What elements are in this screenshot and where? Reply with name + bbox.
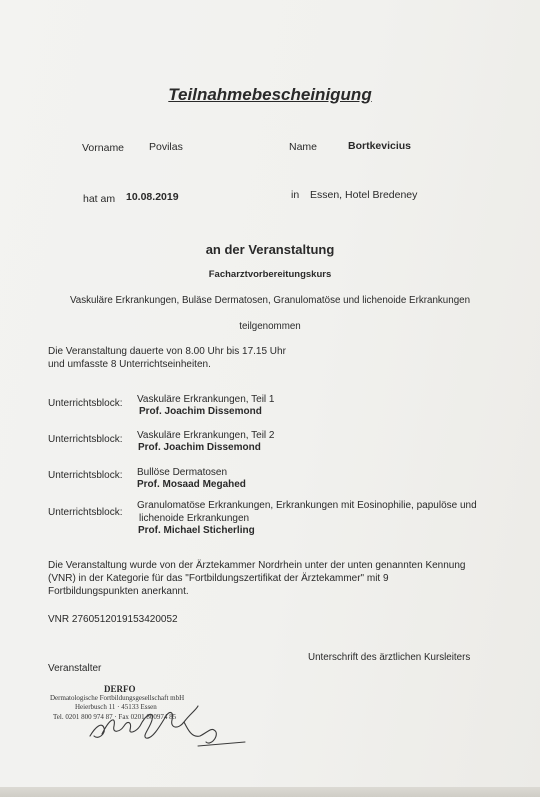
course-topics: Vaskuläre Erkrankungen, Buläse Dermatosen, Granulomatöse und lichenoide Erkrankungen bbox=[69, 295, 471, 306]
block-speaker: Prof. Michael Sticherling bbox=[138, 525, 255, 536]
block-topic: Bullöse Dermatosen bbox=[137, 467, 228, 478]
course-title: Facharztvorbereitungskurs bbox=[208, 269, 332, 280]
block-label: Unterrichtsblock: bbox=[48, 470, 123, 481]
vorname-value: Povilas bbox=[149, 141, 183, 153]
date-label: hat am bbox=[83, 193, 116, 205]
name-value: Bortkevicius bbox=[348, 140, 412, 152]
name-label: Name bbox=[289, 141, 318, 153]
block-speaker: Prof. Joachim Dissemond bbox=[139, 406, 262, 417]
vorname-label: Vorname bbox=[82, 142, 125, 154]
vnr-number: VNR 2760512019153420052 bbox=[48, 614, 178, 625]
event-heading: an der Veranstaltung bbox=[205, 242, 335, 257]
accreditation-line-3: Fortbildungspunkten anerkannt. bbox=[48, 586, 189, 597]
stamp-name: DERFO bbox=[104, 684, 136, 694]
block-label: Unterrichtsblock: bbox=[48, 434, 123, 445]
duration-line-2: und umfasste 8 Unterrichtseinheiten. bbox=[48, 359, 211, 370]
block-topic: Vaskuläre Erkrankungen, Teil 2 bbox=[137, 430, 275, 441]
block-speaker: Prof. Mosaad Megahed bbox=[137, 479, 246, 490]
block-topic-line-2: lichenoide Erkrankungen bbox=[139, 513, 250, 524]
handwritten-signature bbox=[80, 696, 250, 760]
accreditation-line-2: (VNR) in der Kategorie für das "Fortbildungszertifikat der Ärztekammer" mit 9 bbox=[48, 573, 389, 584]
accreditation-line-1: Die Veranstaltung wurde von der Ärztekammer Nordrhein unter der unten genannten Kennung bbox=[48, 560, 466, 571]
block-label: Unterrichtsblock: bbox=[48, 398, 123, 409]
location-label: in bbox=[291, 189, 300, 201]
participated-text: teilgenommen bbox=[239, 321, 301, 332]
block-speaker: Prof. Joachim Dissemond bbox=[138, 442, 261, 453]
block-topic-line-1: Granulomatöse Erkrankungen, Erkrankungen mit Eosinophilie, papulöse und bbox=[137, 500, 477, 511]
page-edge bbox=[0, 787, 540, 797]
block-label: Unterrichtsblock: bbox=[48, 507, 123, 518]
duration-line-1: Die Veranstaltung dauerte von 8.00 Uhr bis 17.15 Uhr bbox=[48, 346, 286, 357]
signature-label: Unterschrift des ärztlichen Kursleiters bbox=[308, 652, 471, 663]
certificate-title: Teilnahmebescheinigung bbox=[168, 85, 372, 104]
stamp-line-3: Tel. 0201 800 974 87 · Fax 0201 800974 85 bbox=[53, 713, 177, 721]
stamp-line-2: Heierbusch 11 · 45133 Essen bbox=[75, 703, 157, 711]
organizer-label: Veranstalter bbox=[48, 663, 102, 674]
block-topic: Vaskuläre Erkrankungen, Teil 1 bbox=[137, 394, 275, 405]
stamp-line-1: Dermatologische Fortbildungsgesellschaft mbH bbox=[50, 694, 185, 702]
date-value: 10.08.2019 bbox=[126, 191, 179, 203]
location-value: Essen, Hotel Bredeney bbox=[310, 189, 418, 201]
